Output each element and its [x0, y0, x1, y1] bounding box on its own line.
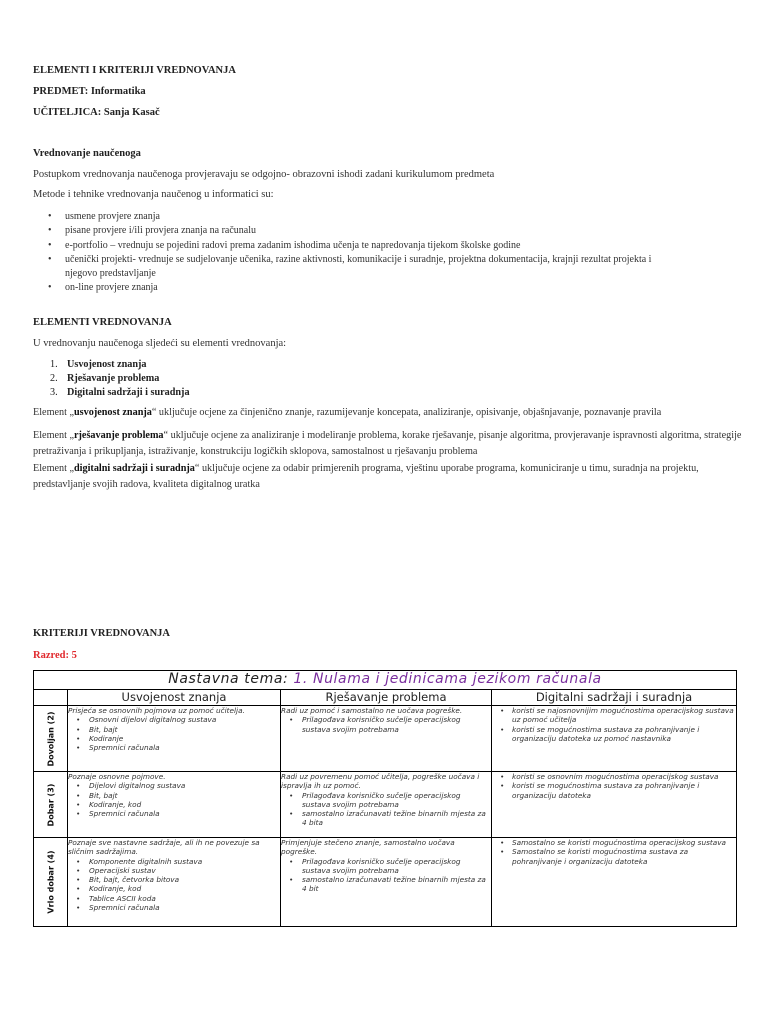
elements-heading: ELEMENTI VREDNOVANJA [33, 317, 172, 328]
column-header: Rješavanje problema [281, 690, 492, 706]
digital-cell: • koristi se osnovnim mogućnostima operacijskog sustava • koristi se mogućnostima sustava za pohranjivanje i organizaciju datoteka [492, 772, 737, 838]
table-row [34, 772, 737, 838]
list-item: • on-line provjere znanja [33, 281, 745, 295]
list-item: 3. Digitalni sadržaji i suradnja [50, 387, 190, 398]
problem-solving-cell: Radi uz povremenu pomoć učitelja, pogreške uočava i ispravlja ih uz pomoć. • Prilagođava korisničko sučelje operacijskog sustava svojim potrebama • samostalno izračunavati težine binarnih mjesta za 4 bita [281, 772, 492, 838]
column-header: Usvojenost znanja [68, 690, 281, 706]
element-description-knowledge: Element „usvojenost znanja“ uključuje ocjene za činjenično znanje, razumijevanje koncepata, analiziranje, opisivanje, objašnjavanje, poznavanje pravila [33, 407, 662, 418]
elements-intro: U vrednovanju naučenoga sljedeći su elementi vrednovanja: [33, 338, 287, 349]
subject-line: PREDMET: Informatika [33, 86, 146, 97]
element-description-problem-solving: Element „rješavanje problema“ uključuje ocjene za analiziranje i modeliranje problema, korake rješavanje, pisanje algoritma, provjeravanje ispravnosti algoritma, strategije pretraživanja i prikupljanja, istraživanje, konstrukciju logičkih sklopova, samostalnost u rješavanju problema [33, 430, 742, 457]
list-item: • pisane provjere i/ili provjera znanja na računalu [33, 224, 745, 238]
knowledge-cell: Prisjeća se osnovnih pojmova uz pomoć učitelja. • Osnovni dijelovi digitalnog sustava • Bit, bajt • Kodiranje • Spremnici računala [68, 706, 281, 772]
grade-label: Razred: 5 [33, 650, 77, 661]
grade-cell: Vrlo dobar (4) [34, 838, 68, 927]
digital-cell: • koristi se najosnovnijim mogućnostima operacijskog sustava uz pomoć učitelja • koristi se mogućnostima sustava za pohranjivanje i organizaciju datoteka uz pomoć nastavnika [492, 706, 737, 772]
problem-solving-cell: Radi uz pomoć i samostalno ne uočava pogreške. • Prilagođava korisničko sučelje operacijskog sustava svojim potrebama [281, 706, 492, 772]
list-item: • e-portfolio – vrednuju se pojedini radovi prema zadanim ishodima učenja te napredovanja tijekom školske godine [33, 239, 745, 253]
criteria-table [33, 670, 737, 927]
list-item-continuation: njegovo predstavljanje [65, 268, 156, 280]
grade-cell: Dovoljan (2) [34, 706, 68, 772]
grade-cell: Dobar (3) [34, 772, 68, 838]
element-description-digital: Element „digitalni sadržaji i suradnja“ uključuje ocjene za odabir primjerenih programa, vještinu uporabe programa, komuniciranje u timu, suradnja na projektu, predstavljanje svojih radova, kvaliteta digitalnog uratka [33, 463, 699, 490]
teacher-line: UČITELJICA: Sanja Kasač [33, 107, 160, 118]
table-row [34, 838, 737, 927]
table-row [34, 706, 737, 772]
list-item: • usmene provjere znanja [33, 210, 745, 224]
assessment-heading: Vrednovanje naučenoga [33, 148, 141, 159]
column-header: Digitalni sadržaji i suradnja [492, 690, 737, 706]
knowledge-cell: Poznaje sve nastavne sadržaje, ali ih ne povezuje sa sličnim sadržajima. • Komponente digitalnih sustava • Operacijski sustav • Bit, bajt, četvorka bitova • Kodiranje, kod • Tablice ASCII koda • Spremnici računala [68, 838, 281, 927]
document-title: ELEMENTI I KRITERIJI VREDNOVANJA [33, 65, 236, 76]
digital-cell: • Samostalno se koristi mogućnostima operacijskog sustava • Samostalno se koristi mogućnostima sustava za pohranjivanje i organizaciju datoteka [492, 838, 737, 927]
knowledge-cell: Poznaje osnovne pojmove. • Dijelovi digitalnog sustava • Bit, bajt • Kodiranje, kod • Spremnici računala [68, 772, 281, 838]
list-item: • učenički projekti- vrednuje se sudjelovanje učenika, razine aktivnosti, komunikacije i suradnje, projektna dokumentacija, krajnji rezultat projekta i [33, 253, 745, 267]
methods-list [33, 210, 745, 296]
assessment-paragraph-1: Postupkom vrednovanja naučenoga provjeravaju se odgojno- obrazovni ishodi zadani kurikulumom predmeta [33, 169, 495, 180]
elements-list [50, 358, 190, 400]
criteria-heading: KRITERIJI VREDNOVANJA [33, 628, 171, 639]
problem-solving-cell: Primjenjuje stečeno znanje, samostalno uočava pogreške. • Prilagođava korisničko sučelje operacijskog sustava svojim potrebama • samostalno izračunavati težine binarnih mjesta za 4 bit [281, 838, 492, 927]
list-item: 2. Rješavanje problema [50, 373, 160, 384]
corner-cell [34, 690, 68, 706]
list-item: 1. Usvojenost znanja [50, 359, 147, 370]
assessment-paragraph-2: Metode i tehnike vrednovanja naučenog u informatici su: [33, 189, 274, 200]
theme-header: Nastavna tema: 1. Nulama i jedinicama jezikom računala [34, 671, 737, 690]
